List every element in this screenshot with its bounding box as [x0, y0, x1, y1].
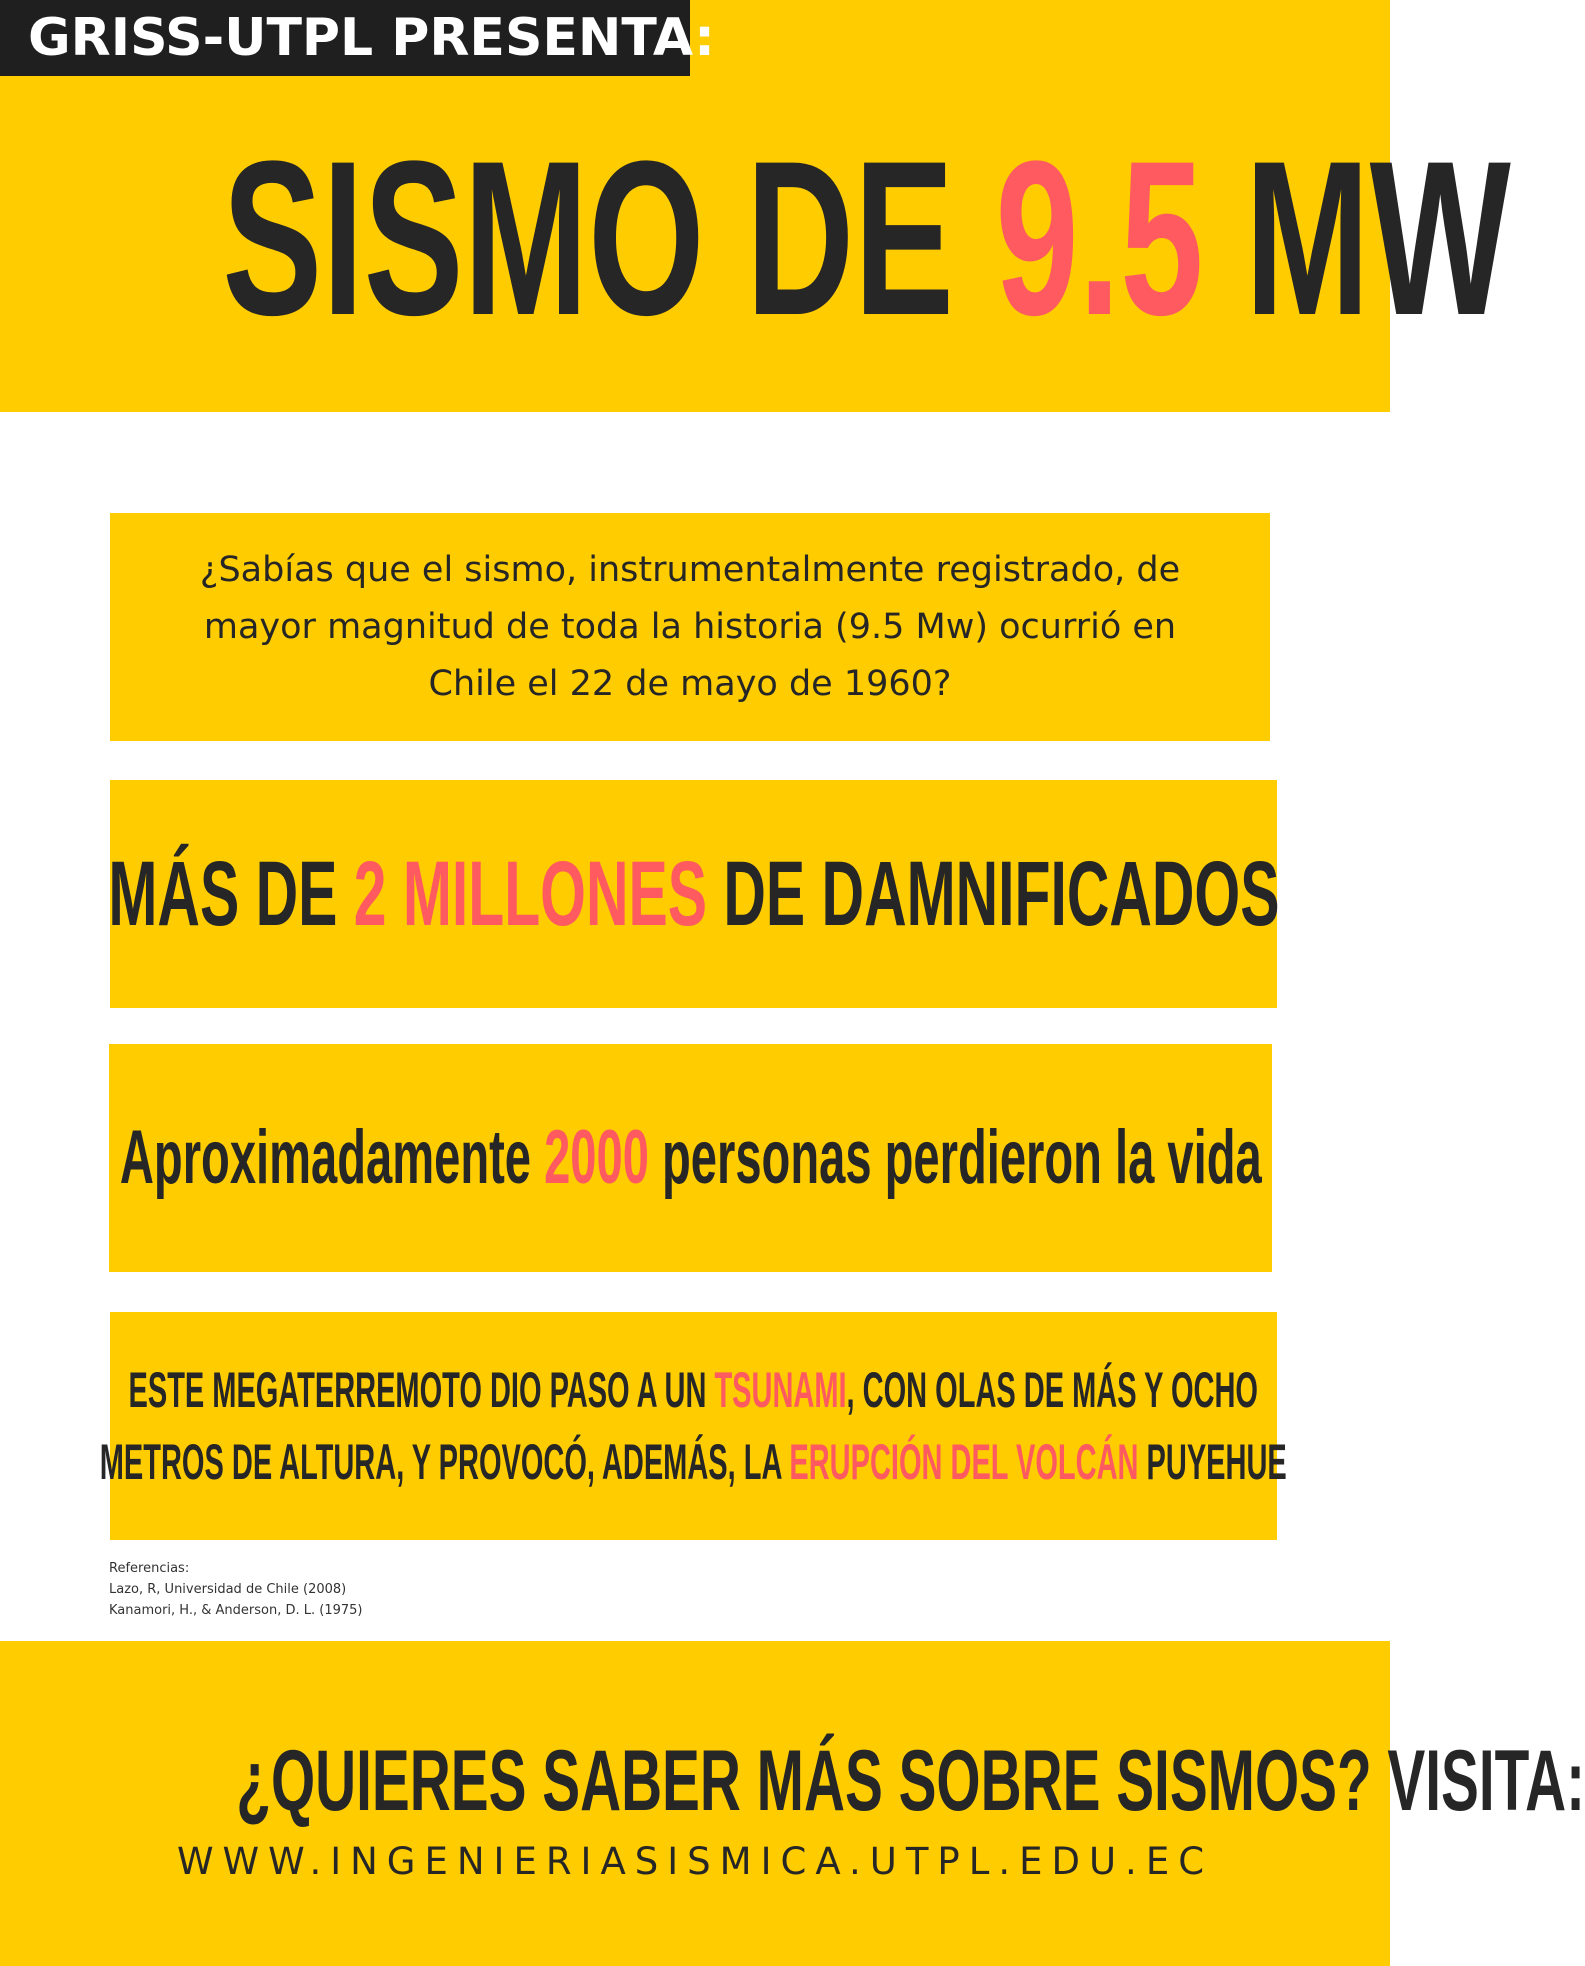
footer-question: ¿QUIERES SABER MÁS SOBRE SISMOS? VISITA: — [236, 1733, 1585, 1829]
fact-damnificados-text — [108, 844, 1279, 944]
fact-tsunami-text — [100, 1354, 1287, 1498]
tsunami-line2-prefix: METROS DE ALTURA, Y PROVOCÓ, ADEMÁS, LA — [100, 1434, 790, 1490]
title-magnitude: 9.5 — [995, 115, 1204, 361]
references-heading: Referencias: — [109, 1561, 190, 1576]
fact-question-box — [110, 513, 1270, 741]
fact-deaths-text — [120, 1113, 1262, 1203]
presenter-tag: GRISS-UTPL PRESENTA: — [0, 0, 690, 76]
footer-url-link[interactable]: WWW.INGENIERIASISMICA.UTPL.EDU.EC — [176, 1840, 1214, 1883]
deaths-highlight: 2000 — [543, 1115, 649, 1200]
fact-deaths-box — [109, 1044, 1272, 1272]
damnificados-highlight: 2 MILLONES — [353, 843, 707, 945]
fact-damnificados-box — [107, 780, 1280, 1008]
references — [109, 1558, 363, 1621]
reference-item: Lazo, R, Universidad de Chile (2008) — [109, 1582, 347, 1597]
damnificados-prefix: MÁS DE — [107, 843, 354, 945]
tsunami-line-1 — [129, 1354, 1258, 1426]
title-prefix: SISMO DE — [222, 115, 996, 361]
deaths-prefix: Aproximadamente — [119, 1115, 544, 1200]
fact-question-text: ¿Sabías que el sismo, instrumentalmente registrado, de mayor magnitud de toda la historia (9.5 Mw) ocurrió en Chile el 22 de mayo de 1960? — [199, 549, 1181, 704]
tsunami-line1-highlight: TSUNAMI — [714, 1362, 847, 1418]
tsunami-line1-prefix: ESTE MEGATERREMOTO DIO PASO A UN — [128, 1362, 715, 1418]
damnificados-suffix: DE DAMNIFICADOS — [706, 843, 1280, 945]
reference-item: Kanamori, H., & Anderson, D. L. (1975) — [109, 1603, 363, 1618]
tsunami-line2-highlight: ERUPCIÓN DEL VOLCÁN — [789, 1434, 1139, 1490]
main-title — [222, 115, 1511, 361]
tsunami-line-2 — [100, 1426, 1287, 1498]
tsunami-line2-suffix: PUYEHUE — [1138, 1434, 1287, 1490]
tsunami-line1-suffix: , CON OLAS DE MÁS Y OCHO — [846, 1362, 1259, 1418]
fact-tsunami-box — [100, 1312, 1287, 1540]
deaths-suffix: personas perdieron la vida — [648, 1115, 1262, 1200]
title-suffix: MW — [1203, 115, 1511, 361]
footer-banner — [0, 1641, 1585, 1966]
header-banner — [0, 0, 1511, 412]
